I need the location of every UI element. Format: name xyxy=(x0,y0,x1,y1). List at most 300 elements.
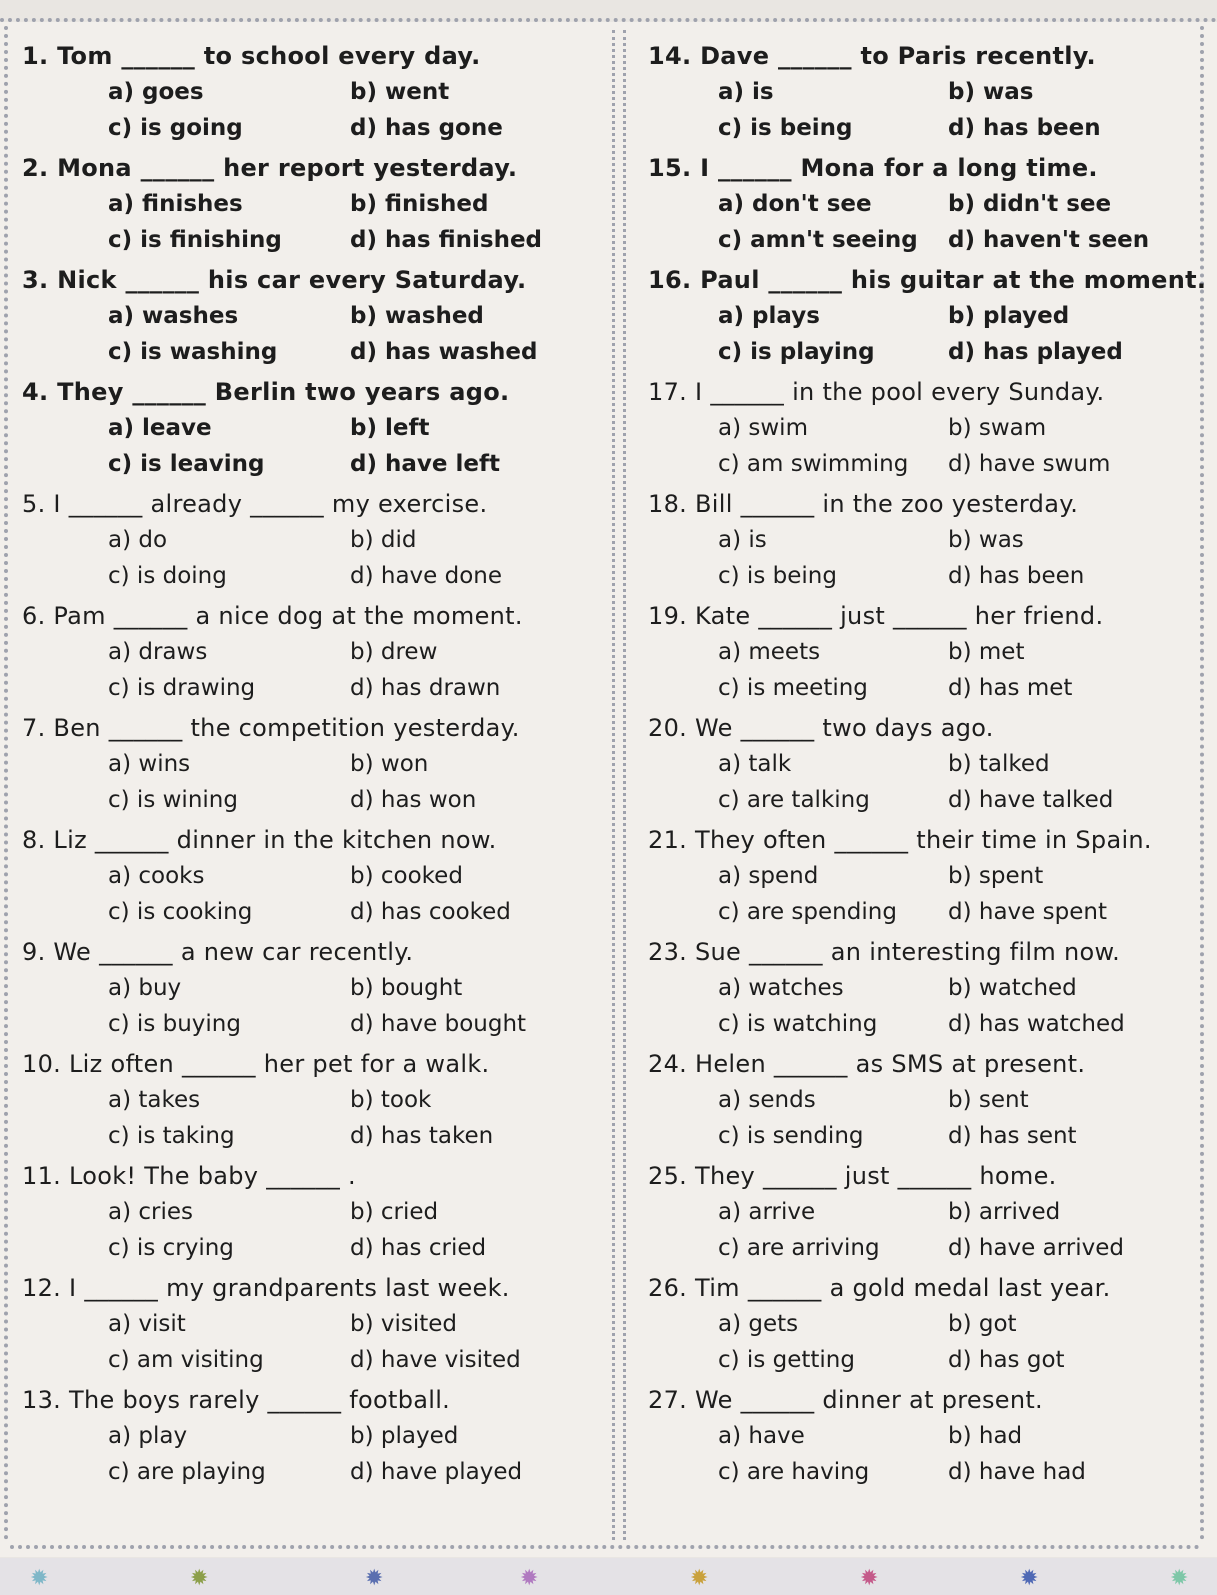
option-c[interactable]: c) is leaving xyxy=(108,451,265,477)
option-a[interactable]: a) play xyxy=(108,1423,188,1449)
option-c[interactable]: c) is playing xyxy=(718,339,875,365)
answer-blank[interactable] xyxy=(763,1158,837,1194)
question-number: 7. Ben xyxy=(22,714,101,742)
question-item xyxy=(648,598,1193,710)
question-text: two days ago. xyxy=(822,714,994,742)
question-number: 6. Pam xyxy=(22,602,106,630)
option-a[interactable]: a) talk xyxy=(718,751,792,777)
option-b[interactable]: b) talked xyxy=(948,751,1050,777)
option-c[interactable]: c) amn't seeing xyxy=(718,227,918,253)
dotted-border-left xyxy=(4,26,8,1541)
option-c[interactable]: c) am swimming xyxy=(718,451,909,477)
option-b[interactable]: b) did xyxy=(350,527,417,553)
answer-blank[interactable] xyxy=(268,1382,342,1418)
question-text: home. xyxy=(979,1162,1057,1190)
option-d[interactable]: d) has watched xyxy=(948,1011,1125,1037)
option-d[interactable]: d) has met xyxy=(948,675,1073,701)
question-text: football. xyxy=(349,1386,451,1414)
option-d[interactable]: d) has been xyxy=(948,115,1101,141)
question-number: 8. Liz xyxy=(22,826,87,854)
options-row xyxy=(648,1118,1193,1154)
question-number: 20. We xyxy=(648,714,733,742)
option-a[interactable]: a) cooks xyxy=(108,863,205,889)
option-c[interactable]: c) is sending xyxy=(718,1123,864,1149)
question-number: 23. Sue xyxy=(648,938,742,966)
option-d[interactable]: d) have left xyxy=(350,451,500,477)
question-stem xyxy=(648,822,1193,858)
option-b[interactable]: b) took xyxy=(350,1087,432,1113)
dotted-border-top xyxy=(0,18,1217,22)
question-stem xyxy=(648,1382,1193,1418)
answer-blank[interactable] xyxy=(69,486,143,522)
star-icon: ✹ xyxy=(520,1566,539,1591)
question-item xyxy=(648,486,1193,598)
question-item xyxy=(648,262,1207,374)
answer-blank[interactable] xyxy=(749,934,823,970)
options-row xyxy=(22,782,602,818)
question-stem xyxy=(648,598,1193,634)
option-d[interactable]: d) has washed xyxy=(350,339,538,365)
question-item xyxy=(22,486,602,598)
options-row xyxy=(22,558,602,594)
question-text: in the zoo yesterday. xyxy=(822,490,1079,518)
question-item xyxy=(22,934,602,1046)
option-a[interactable]: a) is xyxy=(718,79,774,105)
question-item xyxy=(648,710,1193,822)
question-number: 27. We xyxy=(648,1386,733,1414)
options-row xyxy=(648,334,1193,370)
question-number: 12. I xyxy=(22,1274,77,1302)
option-a[interactable]: a) goes xyxy=(108,79,204,105)
option-c[interactable]: c) are talking xyxy=(718,787,870,813)
question-text: her friend. xyxy=(974,602,1104,630)
option-b[interactable]: b) didn't see xyxy=(948,191,1112,217)
question-stem xyxy=(22,1270,602,1306)
question-text: an interesting film now. xyxy=(830,938,1121,966)
question-text: my exercise. xyxy=(331,490,488,518)
option-c[interactable]: c) am visiting xyxy=(108,1347,264,1373)
question-item xyxy=(22,1158,602,1270)
question-number: 17. I xyxy=(648,378,703,406)
question-text: his car every Saturday. xyxy=(207,266,527,294)
question-number: 11. Look! The baby xyxy=(22,1162,259,1190)
option-d[interactable]: d) has cooked xyxy=(350,899,511,925)
question-stem xyxy=(648,1046,1193,1082)
option-a[interactable]: a) draws xyxy=(108,639,208,665)
options-row xyxy=(22,1454,602,1490)
question-stem xyxy=(648,934,1193,970)
option-c[interactable]: c) are playing xyxy=(108,1459,266,1485)
options-row xyxy=(648,186,1193,222)
question-text: . xyxy=(348,1162,356,1190)
options-row xyxy=(648,746,1193,782)
options-row xyxy=(22,186,602,222)
question-item xyxy=(22,38,602,150)
option-b[interactable]: b) was xyxy=(948,527,1024,553)
options-row xyxy=(22,1006,602,1042)
question-stem xyxy=(22,710,602,746)
option-a[interactable]: a) leave xyxy=(108,415,212,441)
options-row xyxy=(22,634,602,670)
question-item xyxy=(22,1270,602,1382)
option-d[interactable]: d) has gone xyxy=(350,115,503,141)
options-row xyxy=(648,894,1193,930)
option-c[interactable]: c) is getting xyxy=(718,1347,855,1373)
question-stem xyxy=(22,1046,602,1082)
question-number: 14. Dave xyxy=(648,42,770,70)
option-b[interactable]: b) met xyxy=(948,639,1025,665)
options-row xyxy=(648,1418,1193,1454)
answer-blank[interactable] xyxy=(774,1046,848,1082)
option-b[interactable]: b) went xyxy=(350,79,450,105)
star-icon: ✹ xyxy=(190,1566,209,1591)
question-item xyxy=(648,934,1193,1046)
option-a[interactable]: a) visit xyxy=(108,1311,186,1337)
question-item xyxy=(648,38,1193,150)
left-column xyxy=(22,38,602,1494)
answer-blank[interactable] xyxy=(121,38,195,74)
option-c[interactable]: c) is going xyxy=(108,115,243,141)
question-number: 15. I xyxy=(648,154,710,182)
option-b[interactable]: b) played xyxy=(948,303,1070,329)
question-number: 5. I xyxy=(22,490,61,518)
option-b[interactable]: b) played xyxy=(350,1423,459,1449)
answer-blank[interactable] xyxy=(182,1046,256,1082)
options-row xyxy=(648,1342,1193,1378)
question-text: a new car recently. xyxy=(180,938,414,966)
column-divider xyxy=(612,30,626,1540)
question-item xyxy=(22,598,602,710)
option-a[interactable]: a) plays xyxy=(718,303,820,329)
option-a[interactable]: a) have xyxy=(718,1423,805,1449)
question-text: dinner in the kitchen now. xyxy=(176,826,497,854)
options-row xyxy=(22,1342,602,1378)
options-row xyxy=(22,858,602,894)
question-item xyxy=(22,1046,602,1158)
options-row xyxy=(648,634,1193,670)
option-c[interactable]: c) are spending xyxy=(718,899,897,925)
option-a[interactable]: a) washes xyxy=(108,303,239,329)
answer-blank[interactable] xyxy=(835,822,909,858)
question-text: a nice dog at the moment. xyxy=(195,602,523,630)
question-item xyxy=(648,374,1193,486)
options-row xyxy=(648,446,1193,482)
option-a[interactable]: a) gets xyxy=(718,1311,799,1337)
star-icon: ✹ xyxy=(365,1566,384,1591)
question-stem xyxy=(22,822,602,858)
option-a[interactable]: a) meets xyxy=(718,639,821,665)
question-number: 1. Tom xyxy=(22,42,113,70)
question-stem xyxy=(22,150,602,186)
question-text: the competition yesterday. xyxy=(190,714,520,742)
option-b[interactable]: b) won xyxy=(350,751,429,777)
answer-blank[interactable] xyxy=(109,710,183,746)
options-row xyxy=(22,222,602,258)
question-stem xyxy=(648,38,1193,74)
answer-blank[interactable] xyxy=(125,262,199,298)
question-text: just xyxy=(844,1162,890,1190)
answer-blank[interactable] xyxy=(250,486,324,522)
option-a[interactable]: a) takes xyxy=(108,1087,201,1113)
question-text: as SMS at present. xyxy=(855,1050,1086,1078)
question-number: 4. They xyxy=(22,378,124,406)
question-number: 24. Helen xyxy=(648,1050,766,1078)
option-c[interactable]: c) is doing xyxy=(108,563,227,589)
question-stem xyxy=(22,934,602,970)
option-b[interactable]: b) sent xyxy=(948,1087,1029,1113)
option-d[interactable]: d) have bought xyxy=(350,1011,527,1037)
option-b[interactable]: b) got xyxy=(948,1311,1017,1337)
option-d[interactable]: d) has drawn xyxy=(350,675,501,701)
option-b[interactable]: b) drew xyxy=(350,639,438,665)
question-text: a gold medal last year. xyxy=(829,1274,1111,1302)
options-row xyxy=(22,334,602,370)
options-row xyxy=(22,1418,602,1454)
options-row xyxy=(648,970,1193,1006)
star-icon: ✹ xyxy=(1020,1566,1039,1591)
answer-blank[interactable] xyxy=(718,150,792,186)
question-text: to Paris recently. xyxy=(860,42,1096,70)
options-row xyxy=(648,110,1193,146)
question-text: already xyxy=(150,490,243,518)
question-text: her report yesterday. xyxy=(223,154,518,182)
option-a[interactable]: a) cries xyxy=(108,1199,194,1225)
option-d[interactable]: d) have swum xyxy=(948,451,1111,477)
option-a[interactable]: a) spend xyxy=(718,863,819,889)
option-a[interactable]: a) don't see xyxy=(718,191,872,217)
answer-blank[interactable] xyxy=(741,486,815,522)
star-icon: ✹ xyxy=(860,1566,879,1591)
option-b[interactable]: b) washed xyxy=(350,303,484,329)
answer-blank[interactable] xyxy=(758,598,832,634)
question-stem xyxy=(22,598,602,634)
question-number: 13. The boys rarely xyxy=(22,1386,260,1414)
options-row xyxy=(22,410,602,446)
option-a[interactable]: a) do xyxy=(108,527,168,553)
options-row xyxy=(22,110,602,146)
option-d[interactable]: d) have done xyxy=(350,563,503,589)
question-text: his guitar at the moment. xyxy=(850,266,1207,294)
option-c[interactable]: c) is being xyxy=(718,115,853,141)
options-row xyxy=(22,1082,602,1118)
answer-blank[interactable] xyxy=(99,934,173,970)
options-row xyxy=(22,1306,602,1342)
question-number: 26. Tim xyxy=(648,1274,740,1302)
star-icon: ✹ xyxy=(1170,1566,1189,1591)
option-c[interactable]: c) is finishing xyxy=(108,227,282,253)
options-row xyxy=(22,74,602,110)
option-b[interactable]: b) cooked xyxy=(350,863,463,889)
option-d[interactable]: d) have visited xyxy=(350,1347,521,1373)
answer-blank[interactable] xyxy=(141,150,215,186)
question-stem xyxy=(22,262,602,298)
option-b[interactable]: b) visited xyxy=(350,1311,458,1337)
option-d[interactable]: d) have talked xyxy=(948,787,1114,813)
option-b[interactable]: b) watched xyxy=(948,975,1077,1001)
answer-blank[interactable] xyxy=(893,598,967,634)
question-item xyxy=(648,150,1193,262)
option-c[interactable]: c) is buying xyxy=(108,1011,241,1037)
options-row xyxy=(648,74,1193,110)
options-row xyxy=(648,1082,1193,1118)
option-d[interactable]: d) has sent xyxy=(948,1123,1077,1149)
option-b[interactable]: b) finished xyxy=(350,191,489,217)
question-text: in the pool every Sunday. xyxy=(792,378,1105,406)
option-d[interactable]: d) has won xyxy=(350,787,477,813)
option-c[interactable]: c) is being xyxy=(718,563,837,589)
option-c[interactable]: c) is washing xyxy=(108,339,278,365)
option-a[interactable]: a) arrive xyxy=(718,1199,816,1225)
option-b[interactable]: b) arrived xyxy=(948,1199,1061,1225)
option-c[interactable]: c) is watching xyxy=(718,1011,878,1037)
question-stem xyxy=(648,486,1193,522)
question-text: her pet for a walk. xyxy=(263,1050,490,1078)
question-stem xyxy=(648,1158,1193,1194)
option-d[interactable]: d) has cried xyxy=(350,1235,487,1261)
question-text: Berlin two years ago. xyxy=(214,378,510,406)
options-row xyxy=(22,894,602,930)
question-number: 16. Paul xyxy=(648,266,760,294)
options-row xyxy=(648,1306,1193,1342)
option-a[interactable]: a) is xyxy=(718,527,767,553)
question-stem xyxy=(648,374,1193,410)
options-row xyxy=(22,522,602,558)
option-b[interactable]: b) swam xyxy=(948,415,1047,441)
option-d[interactable]: d) has finished xyxy=(350,227,543,253)
option-d[interactable]: d) has taken xyxy=(350,1123,494,1149)
question-text: just xyxy=(840,602,886,630)
answer-blank[interactable] xyxy=(132,374,206,410)
option-d[interactable]: d) have played xyxy=(350,1459,523,1485)
question-text: to school every day. xyxy=(203,42,481,70)
option-c[interactable]: c) is wining xyxy=(108,787,238,813)
question-number: 10. Liz often xyxy=(22,1050,175,1078)
options-row xyxy=(648,782,1193,818)
option-c[interactable]: c) is crying xyxy=(108,1235,234,1261)
answer-blank[interactable] xyxy=(768,262,842,298)
options-row xyxy=(22,1194,602,1230)
question-number: 25. They xyxy=(648,1162,756,1190)
options-row xyxy=(648,522,1193,558)
question-item xyxy=(648,1270,1193,1382)
answer-blank[interactable] xyxy=(778,38,852,74)
options-row xyxy=(648,1230,1193,1266)
option-d[interactable]: d) has got xyxy=(948,1347,1065,1373)
options-row xyxy=(22,746,602,782)
question-item xyxy=(648,1046,1193,1158)
question-text: Mona for a long time. xyxy=(800,154,1098,182)
answer-blank[interactable] xyxy=(84,1270,158,1306)
question-item xyxy=(648,1382,1193,1494)
options-row xyxy=(648,298,1193,334)
options-row xyxy=(648,670,1193,706)
question-item xyxy=(22,822,602,934)
option-d[interactable]: d) haven't seen xyxy=(948,227,1150,253)
option-b[interactable]: b) was xyxy=(948,79,1034,105)
option-d[interactable]: d) have spent xyxy=(948,899,1107,925)
options-row xyxy=(22,970,602,1006)
option-d[interactable]: d) has played xyxy=(948,339,1123,365)
answer-blank[interactable] xyxy=(898,1158,972,1194)
answer-blank[interactable] xyxy=(114,598,188,634)
question-item xyxy=(22,262,602,374)
question-text: dinner at present. xyxy=(822,1386,1043,1414)
option-c[interactable]: c) are arriving xyxy=(718,1235,880,1261)
option-c[interactable]: c) are having xyxy=(718,1459,870,1485)
option-d[interactable]: d) have arrived xyxy=(948,1235,1124,1261)
option-b[interactable]: b) spent xyxy=(948,863,1044,889)
question-stem xyxy=(648,262,1207,298)
answer-blank[interactable] xyxy=(741,1382,815,1418)
star-icon: ✹ xyxy=(30,1566,49,1591)
question-stem xyxy=(22,486,602,522)
option-a[interactable]: a) sends xyxy=(718,1087,816,1113)
option-c[interactable]: c) is cooking xyxy=(108,899,253,925)
options-row xyxy=(648,558,1193,594)
question-stem xyxy=(22,1382,602,1418)
answer-blank[interactable] xyxy=(741,710,815,746)
question-item xyxy=(22,710,602,822)
options-row xyxy=(22,1230,602,1266)
option-c[interactable]: c) is meeting xyxy=(718,675,868,701)
question-stem xyxy=(648,1270,1193,1306)
question-number: 19. Kate xyxy=(648,602,751,630)
option-c[interactable]: c) is taking xyxy=(108,1123,235,1149)
option-b[interactable]: b) left xyxy=(350,415,430,441)
question-stem xyxy=(22,1158,602,1194)
question-item xyxy=(22,374,602,486)
options-row xyxy=(648,410,1193,446)
option-b[interactable]: b) bought xyxy=(350,975,463,1001)
option-b[interactable]: b) cried xyxy=(350,1199,439,1225)
question-number: 3. Nick xyxy=(22,266,117,294)
question-item xyxy=(648,822,1193,934)
option-a[interactable]: a) finishes xyxy=(108,191,243,217)
option-a[interactable]: a) buy xyxy=(108,975,182,1001)
options-row xyxy=(22,670,602,706)
option-b[interactable]: b) had xyxy=(948,1423,1023,1449)
question-number: 2. Mona xyxy=(22,154,132,182)
options-row xyxy=(22,446,602,482)
question-number: 21. They often xyxy=(648,826,827,854)
question-text: their time in Spain. xyxy=(916,826,1152,854)
question-stem xyxy=(648,150,1193,186)
option-a[interactable]: a) watches xyxy=(718,975,844,1001)
option-a[interactable]: a) wins xyxy=(108,751,191,777)
option-c[interactable]: c) is drawing xyxy=(108,675,256,701)
question-item xyxy=(22,150,602,262)
options-row xyxy=(648,858,1193,894)
answer-blank[interactable] xyxy=(748,1270,822,1306)
options-row xyxy=(22,298,602,334)
option-d[interactable]: d) has been xyxy=(948,563,1085,589)
answer-blank[interactable] xyxy=(95,822,169,858)
option-d[interactable]: d) have had xyxy=(948,1459,1086,1485)
dotted-border-right xyxy=(1200,26,1204,1541)
options-row xyxy=(648,1454,1193,1490)
option-a[interactable]: a) swim xyxy=(718,415,808,441)
question-number: 9. We xyxy=(22,938,92,966)
question-item xyxy=(22,1382,602,1494)
answer-blank[interactable] xyxy=(266,1158,340,1194)
answer-blank[interactable] xyxy=(710,374,784,410)
options-row xyxy=(648,1194,1193,1230)
right-column xyxy=(648,38,1207,1494)
question-item xyxy=(648,1158,1193,1270)
dotted-border-bottom xyxy=(10,1545,1200,1549)
options-row xyxy=(648,222,1193,258)
question-text: my grandparents last week. xyxy=(166,1274,510,1302)
